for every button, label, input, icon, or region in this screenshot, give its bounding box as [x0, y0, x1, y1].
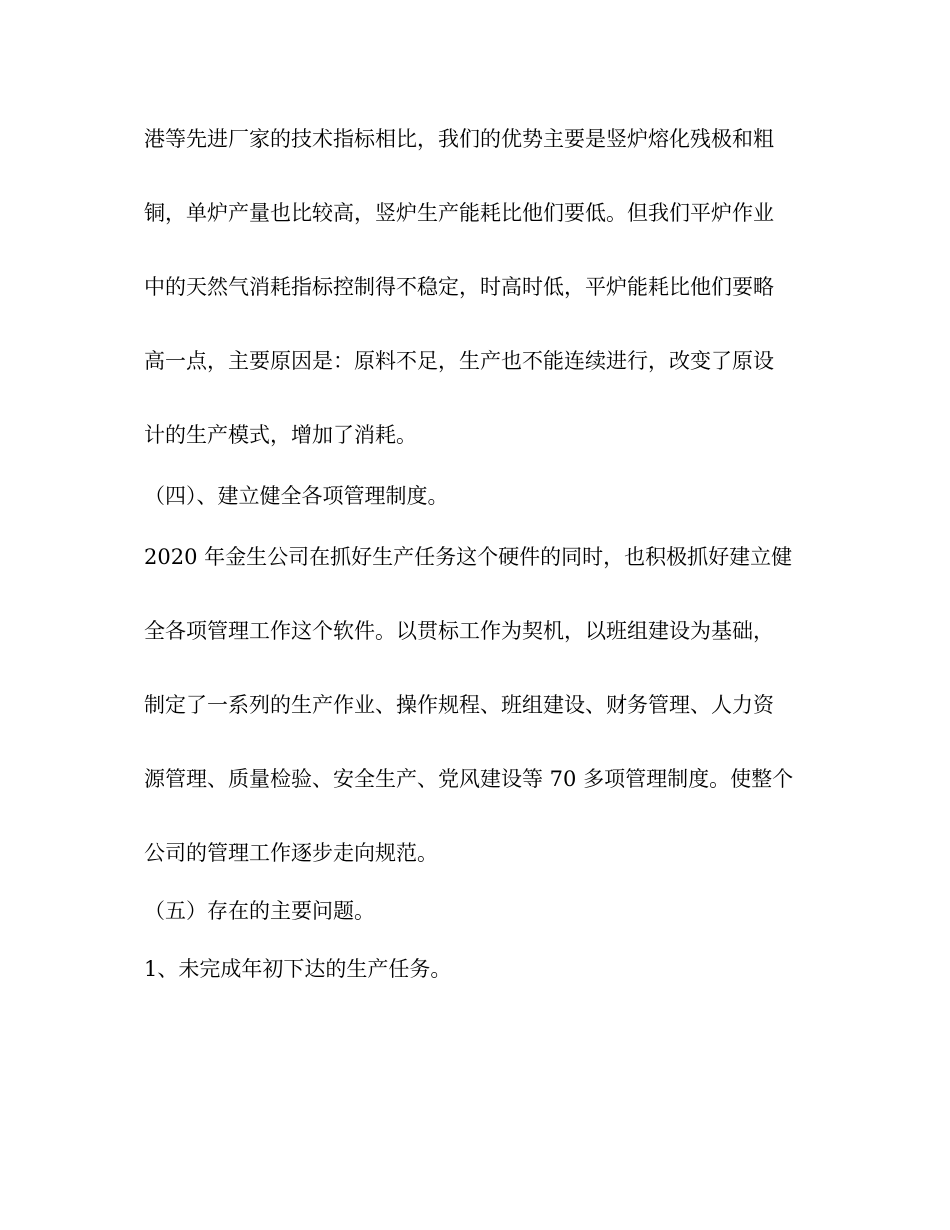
list-item-1: 1、未完成年初下达的生产任务。 [144, 957, 452, 981]
paragraph-line-7: 全各项管理工作这个软件。以贯标工作为契机，以班组建设为基础， [144, 619, 774, 643]
paragraph-line-6: 2020 年金生公司在抓好生产任务这个硬件的同时，也积极抓好建立健 [144, 545, 793, 569]
paragraph-line-2: 铜，单炉产量也比较高，竖炉生产能耗比他们要低。但我们平炉作业 [144, 201, 774, 225]
paragraph-line-9: 源管理、质量检验、安全生产、党风建设等 70 多项管理制度。使整个 [144, 767, 794, 791]
section-heading-5: （五）存在的主要问题。 [144, 899, 375, 923]
paragraph-line-4: 高一点，主要原因是：原料不足，生产也不能连续进行，改变了原设 [144, 349, 774, 373]
paragraph-line-3: 中的天然气消耗指标控制得不稳定，时高时低，平炉能耗比他们要略 [144, 275, 774, 299]
section-heading-4: （四）、建立健全各项管理制度。 [144, 484, 449, 508]
paragraph-line-10: 公司的管理工作逐步走向规范。 [144, 841, 438, 865]
paragraph-line-1: 港等先进厂家的技术指标相比，我们的优势主要是竖炉熔化残极和粗 [144, 127, 774, 151]
paragraph-line-8: 制定了一系列的生产作业、操作规程、班组建设、财务管理、人力资 [144, 693, 774, 717]
paragraph-line-5: 计的生产模式，增加了消耗。 [144, 423, 417, 447]
